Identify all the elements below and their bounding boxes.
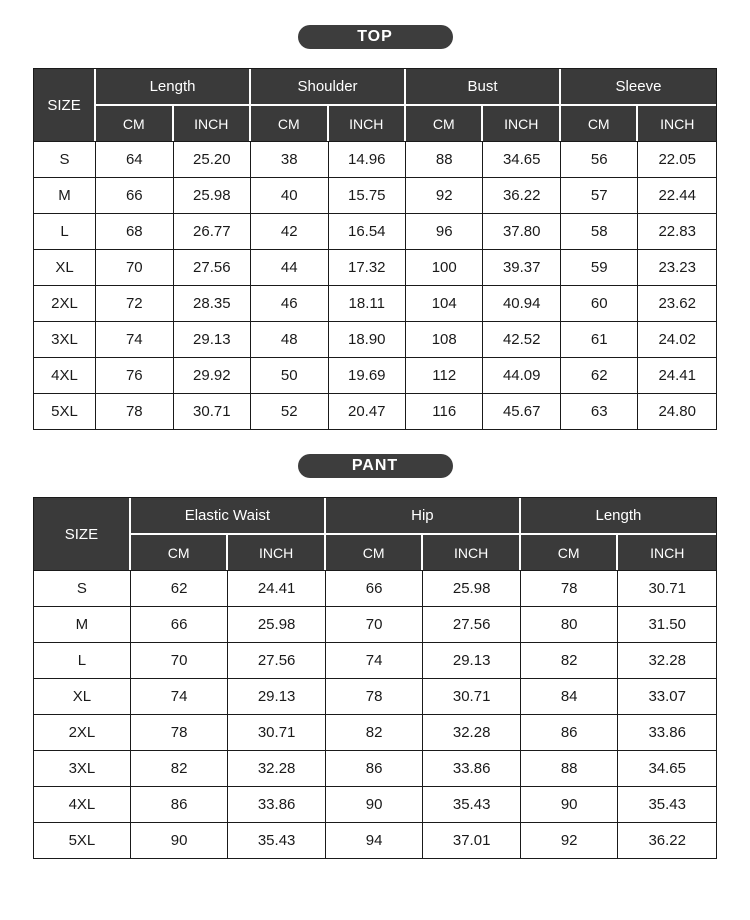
measure-cell: 68 bbox=[96, 213, 173, 249]
measure-cell: 100 bbox=[406, 249, 483, 285]
measure-cell: 70 bbox=[96, 249, 173, 285]
unit-header-sleeve-inch: INCH bbox=[638, 106, 716, 141]
top-size-table bbox=[33, 68, 717, 430]
unit-header-bust-inch: INCH bbox=[483, 106, 560, 141]
unit-header-hip-cm: CM bbox=[326, 535, 424, 570]
table-row-2xl bbox=[34, 714, 716, 750]
measure-cell: 22.05 bbox=[638, 141, 716, 177]
size-cell: 3XL bbox=[34, 750, 131, 786]
size-cell: 5XL bbox=[34, 822, 131, 858]
unit-header-length-inch: INCH bbox=[618, 535, 716, 570]
measure-cell: 74 bbox=[326, 642, 424, 678]
measure-cell: 14.96 bbox=[329, 141, 406, 177]
measure-cell: 108 bbox=[406, 321, 483, 357]
measure-cell: 30.71 bbox=[174, 393, 251, 429]
measure-cell: 24.02 bbox=[638, 321, 716, 357]
table-row-xl bbox=[34, 249, 716, 285]
measure-cell: 27.56 bbox=[228, 642, 326, 678]
unit-header-elastic-waist-inch: INCH bbox=[228, 535, 326, 570]
measure-cell: 33.86 bbox=[423, 750, 521, 786]
measure-cell: 64 bbox=[96, 141, 173, 177]
measure-cell: 35.43 bbox=[423, 786, 521, 822]
measure-cell: 62 bbox=[561, 357, 638, 393]
measure-cell: 82 bbox=[521, 642, 619, 678]
pant-section-badge: PANT bbox=[298, 454, 453, 478]
measure-cell: 92 bbox=[521, 822, 619, 858]
table-row-3xl bbox=[34, 750, 716, 786]
table-row-l bbox=[34, 213, 716, 249]
table-row-m bbox=[34, 177, 716, 213]
measure-cell: 28.35 bbox=[174, 285, 251, 321]
measure-cell: 18.90 bbox=[329, 321, 406, 357]
measure-cell: 82 bbox=[131, 750, 229, 786]
measure-cell: 24.41 bbox=[228, 570, 326, 606]
unit-header-sleeve-cm: CM bbox=[561, 106, 638, 141]
measure-cell: 94 bbox=[326, 822, 424, 858]
measure-cell: 33.86 bbox=[618, 714, 716, 750]
table-row-m bbox=[34, 606, 716, 642]
measure-cell: 22.44 bbox=[638, 177, 716, 213]
measure-cell: 26.77 bbox=[174, 213, 251, 249]
measure-cell: 44 bbox=[251, 249, 328, 285]
measure-cell: 36.22 bbox=[483, 177, 560, 213]
size-cell: XL bbox=[34, 249, 96, 285]
measure-cell: 52 bbox=[251, 393, 328, 429]
measure-cell: 78 bbox=[521, 570, 619, 606]
top-section bbox=[0, 25, 750, 430]
measure-cell: 17.32 bbox=[329, 249, 406, 285]
measure-cell: 29.13 bbox=[174, 321, 251, 357]
group-header-bust: Bust bbox=[406, 69, 561, 106]
measure-cell: 90 bbox=[131, 822, 229, 858]
measure-cell: 24.80 bbox=[638, 393, 716, 429]
measure-cell: 23.23 bbox=[638, 249, 716, 285]
unit-header-hip-inch: INCH bbox=[423, 535, 521, 570]
table-row-l bbox=[34, 642, 716, 678]
size-cell: 5XL bbox=[34, 393, 96, 429]
measure-cell: 116 bbox=[406, 393, 483, 429]
top-section-badge: TOP bbox=[298, 25, 453, 49]
measure-cell: 82 bbox=[326, 714, 424, 750]
group-header-length: Length bbox=[521, 498, 716, 535]
measure-cell: 35.43 bbox=[618, 786, 716, 822]
measure-cell: 78 bbox=[131, 714, 229, 750]
measure-cell: 48 bbox=[251, 321, 328, 357]
size-cell: 4XL bbox=[34, 786, 131, 822]
measure-cell: 22.83 bbox=[638, 213, 716, 249]
measure-cell: 58 bbox=[561, 213, 638, 249]
measure-cell: 32.28 bbox=[618, 642, 716, 678]
measure-cell: 78 bbox=[326, 678, 424, 714]
measure-cell: 44.09 bbox=[483, 357, 560, 393]
table-row-3xl bbox=[34, 321, 716, 357]
measure-cell: 88 bbox=[406, 141, 483, 177]
unit-header-length-cm: CM bbox=[521, 535, 619, 570]
unit-header-length-inch: INCH bbox=[174, 106, 251, 141]
group-header-hip: Hip bbox=[326, 498, 521, 535]
measure-cell: 40 bbox=[251, 177, 328, 213]
measure-cell: 25.20 bbox=[174, 141, 251, 177]
size-cell: 3XL bbox=[34, 321, 96, 357]
measure-cell: 104 bbox=[406, 285, 483, 321]
measure-cell: 27.56 bbox=[174, 249, 251, 285]
measure-cell: 35.43 bbox=[228, 822, 326, 858]
size-cell: L bbox=[34, 642, 131, 678]
size-column-header: SIZE bbox=[34, 69, 96, 141]
size-cell: 2XL bbox=[34, 285, 96, 321]
group-header-sleeve: Sleeve bbox=[561, 69, 716, 106]
measure-cell: 16.54 bbox=[329, 213, 406, 249]
measure-cell: 70 bbox=[131, 642, 229, 678]
measure-cell: 76 bbox=[96, 357, 173, 393]
measure-cell: 92 bbox=[406, 177, 483, 213]
measure-cell: 59 bbox=[561, 249, 638, 285]
measure-cell: 15.75 bbox=[329, 177, 406, 213]
measure-cell: 42.52 bbox=[483, 321, 560, 357]
pant-size-table bbox=[33, 497, 717, 859]
measure-cell: 84 bbox=[521, 678, 619, 714]
measure-cell: 56 bbox=[561, 141, 638, 177]
group-header-shoulder: Shoulder bbox=[251, 69, 406, 106]
unit-header-length-cm: CM bbox=[96, 106, 173, 141]
size-cell: 4XL bbox=[34, 357, 96, 393]
measure-cell: 25.98 bbox=[174, 177, 251, 213]
table-row-s bbox=[34, 141, 716, 177]
measure-cell: 40.94 bbox=[483, 285, 560, 321]
size-cell: S bbox=[34, 570, 131, 606]
measure-cell: 33.86 bbox=[228, 786, 326, 822]
measure-cell: 25.98 bbox=[228, 606, 326, 642]
measure-cell: 33.07 bbox=[618, 678, 716, 714]
measure-cell: 19.69 bbox=[329, 357, 406, 393]
measure-cell: 39.37 bbox=[483, 249, 560, 285]
measure-cell: 34.65 bbox=[483, 141, 560, 177]
measure-cell: 60 bbox=[561, 285, 638, 321]
measure-cell: 50 bbox=[251, 357, 328, 393]
measure-cell: 96 bbox=[406, 213, 483, 249]
table-row-2xl bbox=[34, 285, 716, 321]
unit-header-bust-cm: CM bbox=[406, 106, 483, 141]
measure-cell: 66 bbox=[96, 177, 173, 213]
measure-cell: 66 bbox=[131, 606, 229, 642]
measure-cell: 38 bbox=[251, 141, 328, 177]
table-row-4xl bbox=[34, 357, 716, 393]
measure-cell: 66 bbox=[326, 570, 424, 606]
unit-header-elastic-waist-cm: CM bbox=[131, 535, 229, 570]
pant-section bbox=[0, 454, 750, 859]
measure-cell: 46 bbox=[251, 285, 328, 321]
measure-cell: 86 bbox=[326, 750, 424, 786]
measure-cell: 37.01 bbox=[423, 822, 521, 858]
measure-cell: 29.92 bbox=[174, 357, 251, 393]
measure-cell: 29.13 bbox=[228, 678, 326, 714]
measure-cell: 34.65 bbox=[618, 750, 716, 786]
measure-cell: 24.41 bbox=[638, 357, 716, 393]
table-row-5xl bbox=[34, 393, 716, 429]
measure-cell: 31.50 bbox=[618, 606, 716, 642]
measure-cell: 86 bbox=[521, 714, 619, 750]
measure-cell: 88 bbox=[521, 750, 619, 786]
measure-cell: 20.47 bbox=[329, 393, 406, 429]
measure-cell: 72 bbox=[96, 285, 173, 321]
measure-cell: 112 bbox=[406, 357, 483, 393]
measure-cell: 57 bbox=[561, 177, 638, 213]
table-row-4xl bbox=[34, 786, 716, 822]
measure-cell: 61 bbox=[561, 321, 638, 357]
measure-cell: 90 bbox=[326, 786, 424, 822]
measure-cell: 30.71 bbox=[618, 570, 716, 606]
size-column-header: SIZE bbox=[34, 498, 131, 570]
table-row-xl bbox=[34, 678, 716, 714]
measure-cell: 32.28 bbox=[228, 750, 326, 786]
size-cell: S bbox=[34, 141, 96, 177]
group-header-length: Length bbox=[96, 69, 251, 106]
size-cell: L bbox=[34, 213, 96, 249]
table-row-5xl bbox=[34, 822, 716, 858]
top-badge-container bbox=[0, 25, 750, 49]
unit-header-shoulder-cm: CM bbox=[251, 106, 328, 141]
measure-cell: 30.71 bbox=[423, 678, 521, 714]
measure-cell: 30.71 bbox=[228, 714, 326, 750]
measure-cell: 37.80 bbox=[483, 213, 560, 249]
table-row-s bbox=[34, 570, 716, 606]
measure-cell: 74 bbox=[131, 678, 229, 714]
measure-cell: 42 bbox=[251, 213, 328, 249]
measure-cell: 27.56 bbox=[423, 606, 521, 642]
size-cell: 2XL bbox=[34, 714, 131, 750]
measure-cell: 62 bbox=[131, 570, 229, 606]
pant-badge-container bbox=[0, 454, 750, 478]
measure-cell: 45.67 bbox=[483, 393, 560, 429]
measure-cell: 70 bbox=[326, 606, 424, 642]
measure-cell: 63 bbox=[561, 393, 638, 429]
measure-cell: 36.22 bbox=[618, 822, 716, 858]
measure-cell: 29.13 bbox=[423, 642, 521, 678]
measure-cell: 74 bbox=[96, 321, 173, 357]
measure-cell: 25.98 bbox=[423, 570, 521, 606]
measure-cell: 80 bbox=[521, 606, 619, 642]
measure-cell: 90 bbox=[521, 786, 619, 822]
measure-cell: 23.62 bbox=[638, 285, 716, 321]
measure-cell: 32.28 bbox=[423, 714, 521, 750]
group-header-elastic-waist: Elastic Waist bbox=[131, 498, 326, 535]
size-cell: M bbox=[34, 177, 96, 213]
size-cell: M bbox=[34, 606, 131, 642]
size-cell: XL bbox=[34, 678, 131, 714]
unit-header-shoulder-inch: INCH bbox=[329, 106, 406, 141]
measure-cell: 86 bbox=[131, 786, 229, 822]
measure-cell: 18.11 bbox=[329, 285, 406, 321]
measure-cell: 78 bbox=[96, 393, 173, 429]
